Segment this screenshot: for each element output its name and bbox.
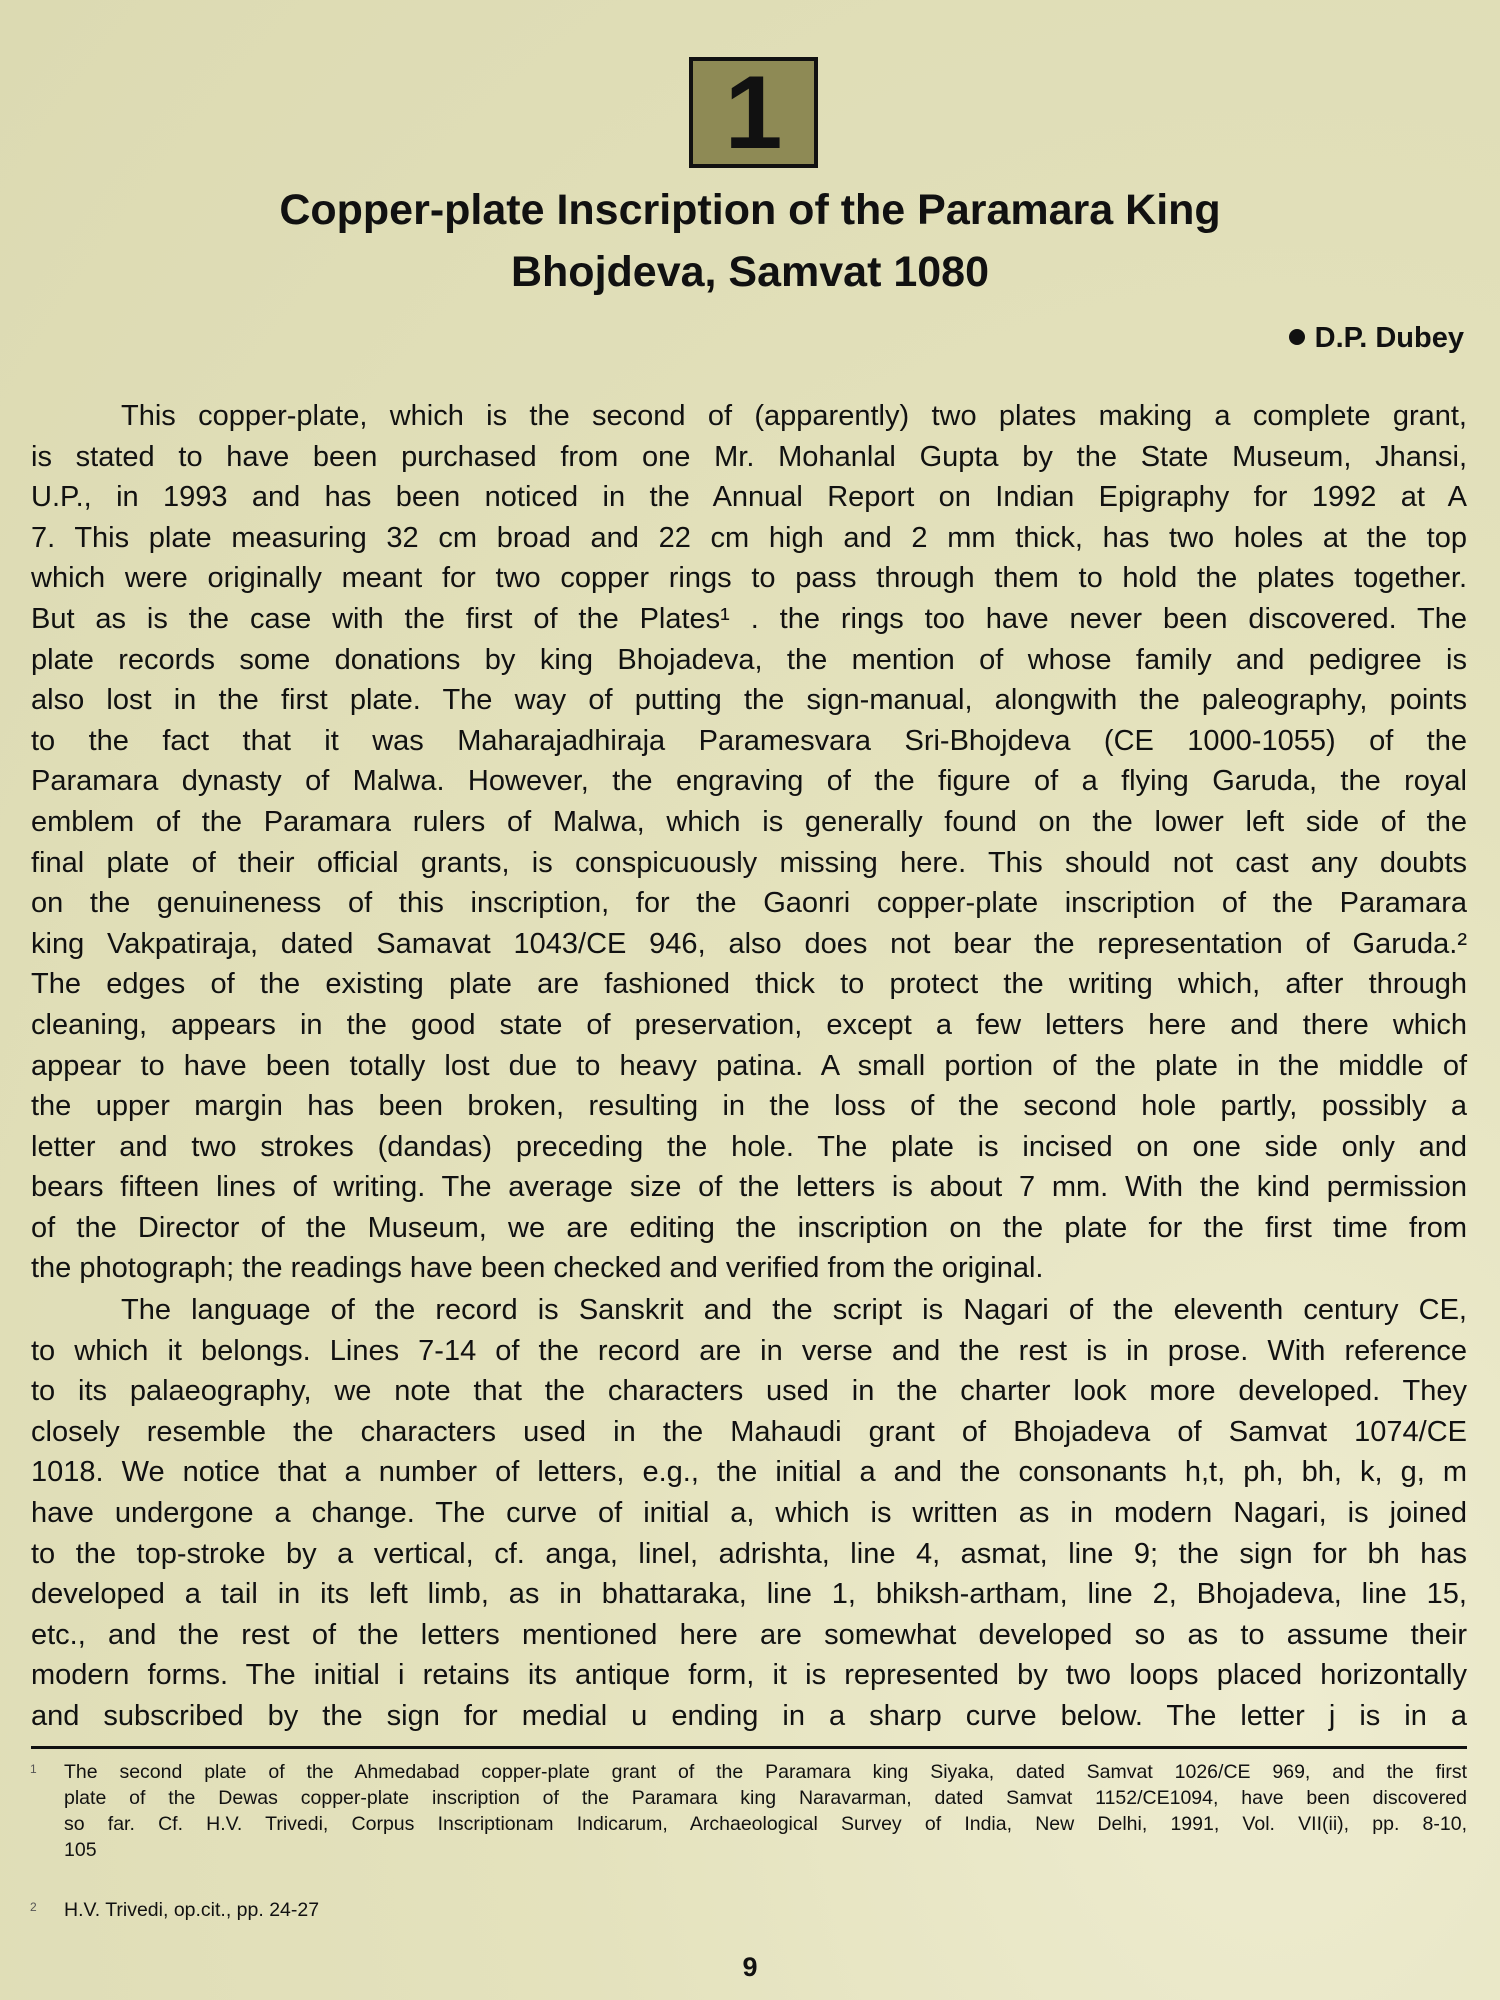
body-text-line: the upper margin has been broken, resulting in the loss of the second hole partly, possibly a <box>31 1090 1467 1123</box>
body-text-line: Paramara dynasty of Malwa. However, the engraving of the figure of a flying Garuda, the royal <box>31 765 1467 798</box>
body-text-line: closely resemble the characters used in the Mahaudi grant of Bhojadeva of Samvat 1074/CE <box>31 1415 1467 1448</box>
article-title-line-2: Bhojdeva, Samvat 1080 <box>510 248 990 296</box>
body-text-line: 7. This plate measuring 32 cm broad and 22 cm high and 2 mm thick, has two holes at the top <box>31 521 1467 554</box>
paragraph-1 <box>31 396 1467 1289</box>
body-text-line: U.P., in 1993 and has been noticed in the Annual Report on Indian Epigraphy for 1992 at A <box>31 481 1467 514</box>
body-text-line: also lost in the first plate. The way of putting the sign-manual, alongwith the paleography, points <box>31 684 1467 717</box>
body-text-line: But as is the case with the first of the Plates¹ . the rings too have never been discovered. The <box>31 602 1467 635</box>
footnote-text-line: H.V. Trivedi, op.cit., pp. 24-27 <box>64 1899 320 1921</box>
footnote-text-line: so far. Cf. H.V. Trivedi, Corpus Inscriptionam Indicarum, Archaeological Survey of India, New Delhi, 1991, Vol. VII(ii), pp. 8-10, <box>64 1813 1467 1835</box>
body-text-line: and subscribed by the sign for medial u ending in a sharp curve below. The letter j is in a <box>31 1699 1467 1732</box>
author-name: D.P. Dubey <box>1314 322 1464 354</box>
body-text-line: letter and two strokes (dandas) preceding the hole. The plate is incised on one side only and <box>31 1130 1467 1163</box>
page-number: 9 <box>742 1952 758 1982</box>
body-text-line: modern forms. The initial i retains its antique form, it is represented by two loops placed horizontally <box>31 1659 1467 1692</box>
body-text-line: The language of the record is Sanskrit and the script is Nagari of the eleventh century CE, <box>121 1294 1467 1326</box>
footnote-1 <box>30 1759 1467 1863</box>
footnote-marker: 1 <box>30 1762 37 1776</box>
footnote-marker: 2 <box>30 1900 37 1914</box>
body-text-line: which were originally meant for two copper rings to pass through them to hold the plates together. <box>31 562 1467 595</box>
author-byline <box>1289 322 1464 355</box>
article-title-line-1: Copper-plate Inscription of the Paramara King <box>279 186 1221 234</box>
footnote-text-line: 105 <box>64 1839 97 1861</box>
bullet-icon <box>1289 329 1305 345</box>
chapter-number-box <box>689 54 818 171</box>
body-text-line: have undergone a change. The curve of initial a, which is written as in modern Nagari, is joined <box>31 1496 1467 1529</box>
body-text-line: to its palaeography, we note that the characters used in the charter look more developed. They <box>31 1375 1467 1408</box>
chapter-number: 1 <box>724 54 783 171</box>
footnote-2 <box>30 1897 1467 1923</box>
footnote-text-line: plate of the Dewas copper-plate inscription of the Paramara king Naravarman, dated Samvat 1152/CE1094, have been discovered <box>64 1787 1467 1809</box>
body-text-line: the photograph; the readings have been checked and verified from the original. <box>31 1252 1044 1285</box>
footnote-text-line: The second plate of the Ahmedabad copper-plate grant of the Paramara king Siyaka, dated Samvat 1026/CE 969, and the first <box>64 1761 1467 1783</box>
body-text-line: to the top-stroke by a vertical, cf. anga, linel, adrishta, line 4, asmat, line 9; the sign for bh has <box>31 1537 1467 1570</box>
body-text-line: plate records some donations by king Bhojadeva, the mention of whose family and pedigree is <box>31 643 1467 676</box>
body-text-line: of the Director of the Museum, we are editing the inscription on the plate for the first time from <box>31 1211 1467 1244</box>
body-text-line: The edges of the existing plate are fashioned thick to protect the writing which, after through <box>31 968 1467 1001</box>
body-text-line: emblem of the Paramara rulers of Malwa, which is generally found on the lower left side of the <box>31 805 1467 838</box>
body-text-line: cleaning, appears in the good state of preservation, except a few letters here and there which <box>31 1008 1467 1041</box>
body-text-line: is stated to have been purchased from one Mr. Mohanlal Gupta by the State Museum, Jhansi, <box>31 440 1467 473</box>
body-text-line: to the fact that it was Maharajadhiraja Paramesvara Sri-Bhojdeva (CE 1000-1055) of the <box>31 724 1467 757</box>
paragraph-2 <box>31 1290 1467 1737</box>
body-text-line: bears fifteen lines of writing. The average size of the letters is about 7 mm. With the kind permission <box>31 1171 1467 1204</box>
body-text-line: appear to have been totally lost due to heavy patina. A small portion of the plate in the middle of <box>31 1049 1467 1082</box>
body-text-line: king Vakpatiraja, dated Samavat 1043/CE 946, also does not bear the representation of Garuda.² <box>31 927 1467 960</box>
footnote-divider <box>31 1746 1467 1749</box>
body-text-line: final plate of their official grants, is conspicuously missing here. This should not cast any doubts <box>31 846 1467 879</box>
body-text-line: etc., and the rest of the letters mentioned here are somewhat developed so as to assume their <box>31 1618 1467 1651</box>
body-text-line: to which it belongs. Lines 7-14 of the record are in verse and the rest is in prose. With reference <box>31 1334 1467 1367</box>
body-text-line: developed a tail in its left limb, as in bhattaraka, line 1, bhiksh-artham, line 2, Bhojadeva, line 15, <box>31 1578 1467 1611</box>
body-text-line: on the genuineness of this inscription, for the Gaonri copper-plate inscription of the Paramara <box>31 887 1467 920</box>
body-text-line: This copper-plate, which is the second of (apparently) two plates making a complete grant, <box>121 400 1467 432</box>
body-text-line: 1018. We notice that a number of letters, e.g., the initial a and the consonants h,t, ph, bh, k, g, m <box>31 1456 1467 1489</box>
